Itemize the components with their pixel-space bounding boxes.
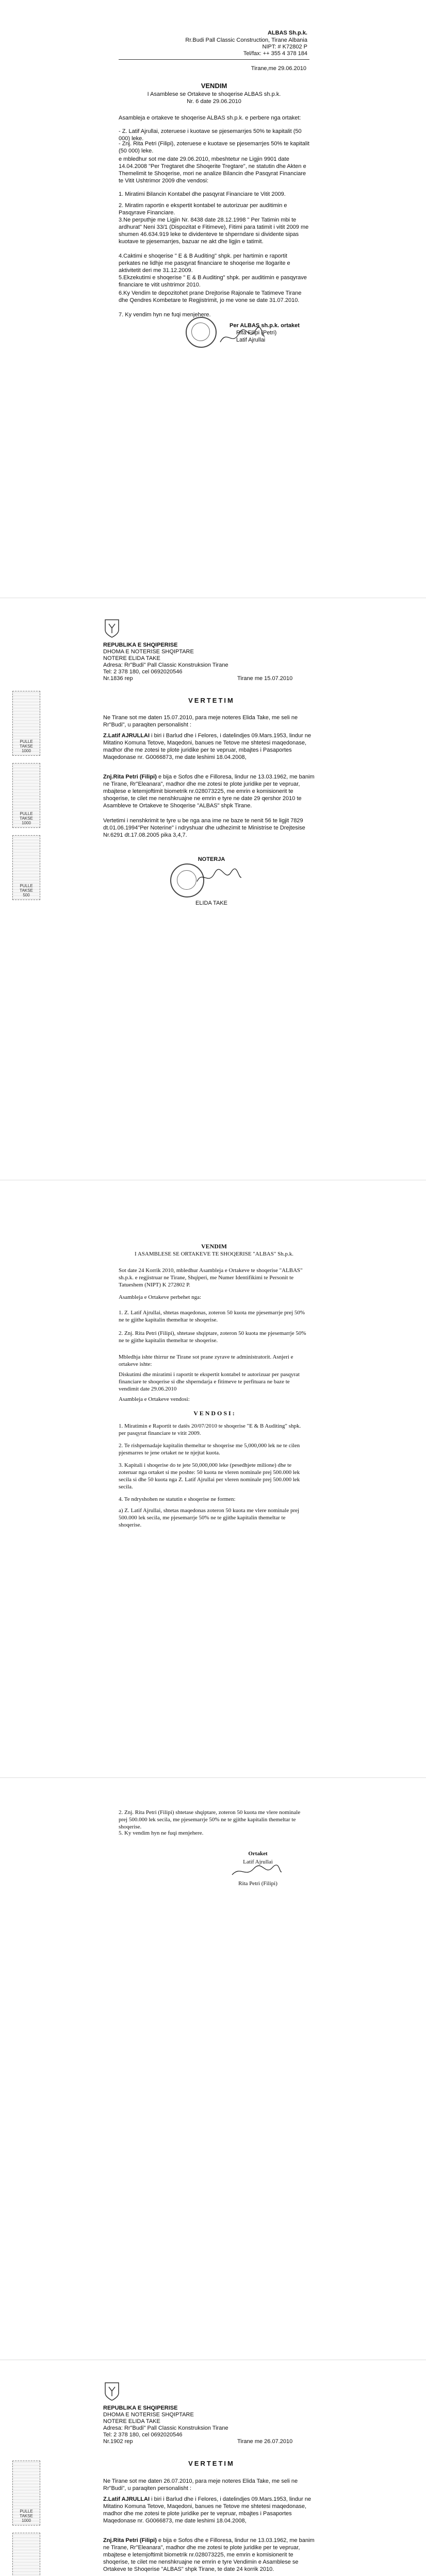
notary-tel: Tel: 2 378 180, cel 0692020546	[103, 2432, 183, 2438]
page-title: VENDIM	[201, 82, 227, 90]
paragraph: a) Z. Latif Ajrullai, shtetas maqedonas zoteron 50 kuota me vlere nominale prej 500.000 lek secila, me pjesemarrje 50% ne te gjithe kapitalin themeltar te shoqerise.	[119, 1507, 301, 1528]
page-5	[0, 2360, 426, 2576]
paragraph: Asambleja e Ortakeve vendosi:	[119, 1396, 190, 1402]
person-details: e bija e Sofos dhe e Filloresa, lindur ne 13.03.1962, me banim ne Tirane, Rr"Eleanara", madhor dhe me zotesi te plote juridike per te vepruar, mbajtese e letemjoftimit biometrik nr.028073225, me emrin e komisionerit te shoqerise, te cilet me nenshkruajne ne emrin e tyre Vendimin e Asamblese se Ortakeve te Shoqerise "ALBAS" shpk Tirane, te date 24 korrik 2010.	[103, 2537, 316, 2572]
tax-stamp-column	[12, 2533, 39, 2576]
page-3	[0, 1180, 426, 1778]
paragraph	[103, 773, 320, 809]
paragraph: 1. Miratimin e Raportit te datës 20/07/2010 te shoqerise "E & B Auditing" shpk. per pasqyrat financiare te vitit 2009.	[119, 1423, 303, 1436]
stamp-value: 500	[23, 893, 30, 897]
subtitle: I Asamblese se Ortakeve te shoqerise ALBAS sh.p.k.	[147, 91, 281, 97]
page-title: VENDIM	[201, 1243, 227, 1250]
tax-stamp	[12, 691, 40, 756]
paragraph: 2. Te rishpernadaje kapitalin themeltar te shoqerise me 5,000,000 lek ne te cilen pjesmarres te jene ortaket ne te njejtat kuota.	[119, 1443, 301, 1456]
paragraph	[103, 732, 320, 761]
notary-name: ELIDA TAKE	[195, 900, 227, 906]
signatories-heading: Ortaket	[248, 1851, 268, 1857]
signatory-name: Latif Ajrullai	[243, 1859, 273, 1865]
tax-stamp-column	[12, 2461, 39, 2527]
stamp-value: 1000	[22, 749, 31, 753]
header-rule	[119, 59, 309, 60]
paragraph: 2. Miratim raportin e ekspertit kontabel te autorizuar per auditimin e Pasqyrave Financiare.	[119, 202, 289, 216]
notary-address: Adresa: Rr"Budi" Pall Classic Konstruksion Tirane	[103, 662, 228, 668]
register-number: Nr.1836 rep	[103, 675, 133, 682]
stamp-label: PULLE TAKSE	[20, 884, 33, 893]
paragraph: 5.Ekzekutimi e shoqerise " E & B Auditing" shpk. per auditimin e pasqyrave financiare te vitit ushtrimor 2010.	[119, 275, 308, 288]
paragraph: 3. Kapitali i shoqerise do te jete 50,000,000 leke (pesedhjete milione) dhe te zoteruar nga ortaket si me poshte: 50 kuota ne vleren nominale prej 500.000 lek secila si dhe 50 kuota nga Z. Latif Ajrullai per vleren nominale prej 500.000 lek secila.	[119, 1462, 302, 1490]
tax-stamp-column	[12, 763, 39, 829]
stamp-value: 1000	[22, 821, 31, 825]
signature-scribble	[219, 327, 266, 347]
company-seal-inner	[191, 323, 210, 341]
stamp-value: 1000	[22, 2518, 31, 2523]
paragraph: Vertetimi i nenshkrimit te tyre u be nga ana ime ne baze te nenit 56 te ligjit 7829 dt.01.06.1994"Per Noterine" i ndryshuar dhe udhezimit te Ministrise te Drejtesise Nr.6291 dt.17.08.2005 pika 3,4,7.	[103, 818, 307, 838]
paragraph: e mbledhur sot me date 29.06.2010, mbeshtetur ne Ligjin 9901 date 14.04.2008 "Per Tregtaret dhe Shoqerite Tregtare", ne statutin dhe Akten e Themelimit te Shoqerise, mori ne analize Bilancin dhe Pasqyrat Financiare te Vitit Ushtrimor 2009 dhe vendosi:	[119, 156, 308, 184]
company-name: ALBAS Sh.p.k.	[267, 30, 307, 36]
paragraph: Asambleja e Ortakeve perbehet nga:	[119, 1294, 202, 1300]
page-title: VERTETIM	[188, 697, 235, 704]
paragraph: 1. Z. Latif Ajrullai, shtetas maqedonas, zoteron 50 kuota me pjesemarrje prej 50% ne te gjithe kapitalin themeltar te shoqerise.	[119, 1310, 306, 1323]
notary-address: Adresa: Rr"Budi" Pall Classic Konstruksion Tirane	[103, 2425, 228, 2431]
stamp-label: PULLE TAKSE	[20, 811, 33, 821]
notary-title: NOTERJA	[198, 856, 225, 862]
person-name: Znj.Rita Petri (Filipi)	[103, 2537, 157, 2544]
tax-stamp	[12, 835, 40, 900]
company-address: Rr.Budi Pall Classic Construction, Tirane Albania	[185, 37, 307, 43]
section-heading: V E N D O S I :	[193, 1410, 235, 1417]
person-name: Z.Latif AJRULLAI	[103, 2496, 150, 2502]
paragraph: 2. Znj. Rita Petri (Filipi), shtetase shqiptare, zoteron 50 kuota me pjesemarrje 50% ne te gjithe kapitalin themeltar te shoqerise.	[119, 1330, 308, 1344]
paragraph: - Z. Latif Ajrullai, zoteruese i kuotave se pjesemarrjes 50% te kapitalit (50 000) leke.	[119, 128, 303, 142]
stamp-label: PULLE TAKSE	[20, 739, 33, 749]
decision-number: Nr. 6 date 29.06.2010	[187, 98, 241, 105]
paragraph: 2. Znj. Rita Petri (Filipi) shtetase shqiptare, zoteron 50 kuota me vlere nominale prej 500.000 lek secila, me pjesemarrje 50% ne te gjithe kapitalin themeltar te shoqerise.	[119, 1809, 302, 1830]
page-4	[0, 1777, 426, 2360]
paragraph: 3.Ne perputhje me Ligjin Nr. 8438 date 28.12.1998 " Per Tatimin mbi te ardhurat" Neni 33/1 (Dispozitat e Fitimeve), Fitimi para tatimit i vitit 2009 me shumen 46.634.919 leke te dividenteve te shperndare si dividente sipas kuotave te pjesemarrjes, bazuar ne akt dhe ligjin e tatimit.	[119, 217, 310, 245]
person-name: Z.Latif AJRULLAI	[103, 733, 150, 739]
page-title: VERTETIM	[188, 2460, 235, 2467]
paragraph: Mbledhja ishte thirrur ne Tirane sot prane zyrave te administratorit. Asnjeri e ortakeve ishte:	[119, 1354, 295, 1367]
signatory-name: Latif Ajrullai	[236, 337, 266, 343]
paragraph	[103, 2537, 320, 2573]
paragraph: 5. Ky vendim hyn ne fuqi menjehere.	[119, 1830, 204, 1836]
paragraph: 6.Ky Vendim te depozitohet prane Drejtorise Rajonale te Tatimeve Tirane dhe Qendres Kombetare te Regjistrimit, jo me vone se date 31.07.2010.	[119, 290, 303, 303]
person-details: e bija e Sofos dhe e Filloresa, lindur ne 13.03.1962, me banim ne Tirane, Rr"Eleanara", madhor dhe me zotesi te plote juridike per te vepruar, mbajtese e letemjoftimit biometrik nr.028073225, me emrin e komisionerit te shoqerise, te cilet me nenshkruajne ne emrin e tyre ne date 29 qershor 2010 te Asambleve te Ortakeve te Shoqerise "ALBAS" shpk Tirane.	[103, 774, 316, 809]
albania-emblem-icon	[103, 618, 121, 638]
tax-stamp-column	[12, 691, 39, 757]
person-details: i biri i Barlud dhe i Felores, i datelindjes 09.Mars.1953, lindur ne Mitatino Komuna Tetove, Maqedoni, banues ne Tetove me shtetesi maqedonase, madhor dhe me zotesi te plote juridike per te vepruar, mbajtes i Pasaportes Maqedonase nr. G0066873, me date leshimi 18.04.2008,	[103, 2496, 313, 2524]
republic-heading: REPUBLIKA E SHQIPERISE	[103, 2405, 178, 2411]
paragraph: - Znj. Rita Petri (Filipi), zoteruese e kuotave se pjesemarrjes 50% te kapitalit (50 000) leke.	[119, 141, 311, 154]
company-tel: Tel/fax: ++ 355 4 378 184	[243, 50, 307, 57]
paragraph: Asambleja e ortakeve te shoqerise ALBAS sh.p.k. e perbere nga ortaket:	[119, 115, 301, 121]
register-number: Nr.1902 rep	[103, 2438, 133, 2445]
notary-signature	[196, 867, 242, 888]
company-nipt: NIPT: # K72802 P	[262, 44, 307, 50]
signatory-name: Rita Filipi (Petri)	[236, 330, 277, 336]
tax-stamp	[12, 763, 40, 828]
tax-stamp	[12, 2533, 40, 2576]
signature-label: Per ALBAS sh.p.k. ortaket	[230, 323, 300, 329]
stamp-label: PULLE TAKSE	[20, 2509, 33, 2518]
notary-tel: Tel: 2 378 180, cel 0692020546	[103, 669, 183, 675]
paragraph: 4.Caktimi e shoqerise " E & B Auditing" shpk. per hartimin e raportit perkates ne lidhje me pasqyrat financiare te shoqerise me llogarite e aktivitetit deri me 31.12.2009.	[119, 253, 292, 274]
notary-date: Tirane me 15.07.2010	[237, 675, 293, 682]
subtitle: I ASAMBLESE SE ORTAKEVE TE SHOQERISE "ALBAS" Sh.p.k.	[135, 1251, 293, 1257]
signature-scribble	[231, 1865, 283, 1879]
page-1	[0, 0, 426, 598]
notary-seal-inner	[177, 870, 196, 890]
chamber-heading: DHOMA E NOTERISE SHQIPTARE	[103, 2412, 194, 2418]
signatory-name: Rita Petri (Filipi)	[238, 1880, 277, 1887]
paragraph: 1. Miratimi Bilancin Kontabel dhe pasqyrat Financiare te Vitit 2009.	[119, 191, 286, 197]
document-date: Tirane,me 29.06.2010	[251, 65, 306, 72]
paragraph	[103, 2496, 320, 2524]
page-2	[0, 598, 426, 1180]
paragraph: 7. Ky vendim hyn ne fuqi menjehere.	[119, 312, 211, 318]
albania-emblem-icon	[103, 2381, 121, 2401]
tax-stamp	[12, 2461, 40, 2526]
notary-date: Tirane me 26.07.2010	[237, 2438, 293, 2445]
republic-heading: REPUBLIKA E SHQIPERISE	[103, 642, 178, 648]
chamber-heading: DHOMA E NOTERISE SHQIPTARE	[103, 649, 194, 655]
paragraph: Ne Tirane sot me daten 15.07.2010, para meje noteres Elida Take, me seli ne Rr"Budi", u paraqiten personalisht :	[103, 715, 300, 728]
paragraph: 4. Te ndryshohen ne statutin e shoqerise ne formen:	[119, 1496, 236, 1502]
tax-stamp-column	[12, 835, 39, 901]
notary-heading: NOTERE ELIDA TAKE	[103, 655, 160, 662]
person-name: Znj.Rita Petri (Filipi)	[103, 774, 157, 780]
notary-heading: NOTERE ELIDA TAKE	[103, 2418, 160, 2425]
paragraph: Diskutimi dhe miratimi i raportit te ekspertit kontabel te autorizuar per pasqyrat financiare te shoqerise si dhe shperndarja e fitimeve te perfituara ne baze te vendimit date 29.06.2010	[119, 1371, 301, 1392]
paragraph: Sot date 24 Korrik 2010, mbledhur Asambleja e Ortakeve te shoqerise "ALBAS" sh.p.k. e regjistruar ne Tirane, Shqiperi, me Numer Identifikimi te Personit te Tatueshem (NIPT) K 272802 P.	[119, 1267, 304, 1288]
paragraph: Ne Tirane sot me daten 26.07.2010, para meje noteres Elida Take, me seli ne Rr"Budi", u paraqiten personalisht :	[103, 2478, 300, 2492]
person-details: i biri i Barlud dhe i Felores, i datelindjes 09.Mars.1953, lindur ne Mitatino Komuna Tetove, Maqedoni, banues ne Tetove me shtetesi maqedonase, madhor dhe me zotesi te plote juridike per te vepruar, mbajtes i Pasaportes Maqedonase nr. G0066873, me date leshimi 18.04.2008,	[103, 733, 313, 760]
